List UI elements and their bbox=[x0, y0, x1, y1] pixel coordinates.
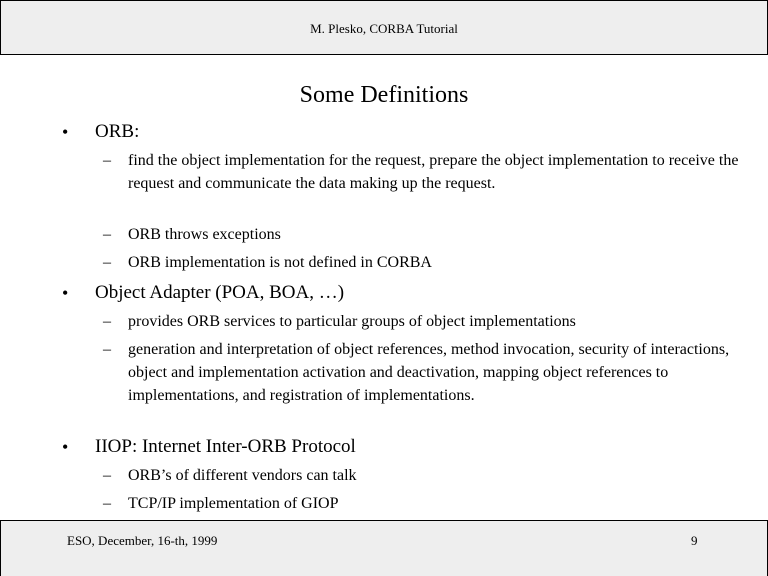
bullet-object-adapter: Object Adapter (POA, BOA, …) bbox=[95, 282, 345, 303]
header-title: M. Plesko, CORBA Tutorial bbox=[310, 21, 458, 36]
sub-item-iiop-giop: TCP/IP implementation of GIOP bbox=[128, 495, 339, 512]
dash-marker: – bbox=[103, 495, 111, 512]
bullet-marker: • bbox=[62, 122, 69, 142]
dash-marker: – bbox=[103, 467, 111, 484]
bullet-marker: • bbox=[62, 437, 69, 457]
dash-marker: – bbox=[103, 254, 111, 271]
sub-item-adapter-services: provides ORB services to particular groups of object implementations bbox=[128, 313, 576, 330]
dash-marker: – bbox=[103, 152, 111, 169]
dash-marker: – bbox=[103, 226, 111, 243]
page-number: 9 bbox=[691, 533, 698, 548]
bullet-marker: • bbox=[62, 283, 69, 303]
sub-item-orb-role: find the object implementation for the request, prepare the object implementation to receive the request and communicate the data making up the request. bbox=[128, 152, 739, 192]
sub-item-adapter-duties: generation and interpretation of object references, method invocation, security of interactions, object and implementation activation and deactivation, mapping object references to implementations, and registration of implementations. bbox=[128, 341, 730, 404]
dash-marker: – bbox=[103, 313, 111, 330]
dash-marker: – bbox=[103, 341, 111, 358]
sub-item-orb-implementation: ORB implementation is not defined in CORBA bbox=[128, 254, 432, 271]
sub-item-orb-exceptions: ORB throws exceptions bbox=[128, 226, 281, 243]
slide-footer bbox=[0, 520, 768, 576]
footer-date: ESO, December, 16-th, 1999 bbox=[67, 533, 218, 548]
bullet-iiop: IIOP: Internet Inter-ORB Protocol bbox=[95, 436, 356, 457]
bullet-orb: ORB: bbox=[95, 121, 140, 142]
slide-title: Some Definitions bbox=[299, 82, 469, 108]
slide-header bbox=[0, 0, 768, 55]
sub-item-iiop-vendors: ORB’s of different vendors can talk bbox=[128, 467, 357, 484]
